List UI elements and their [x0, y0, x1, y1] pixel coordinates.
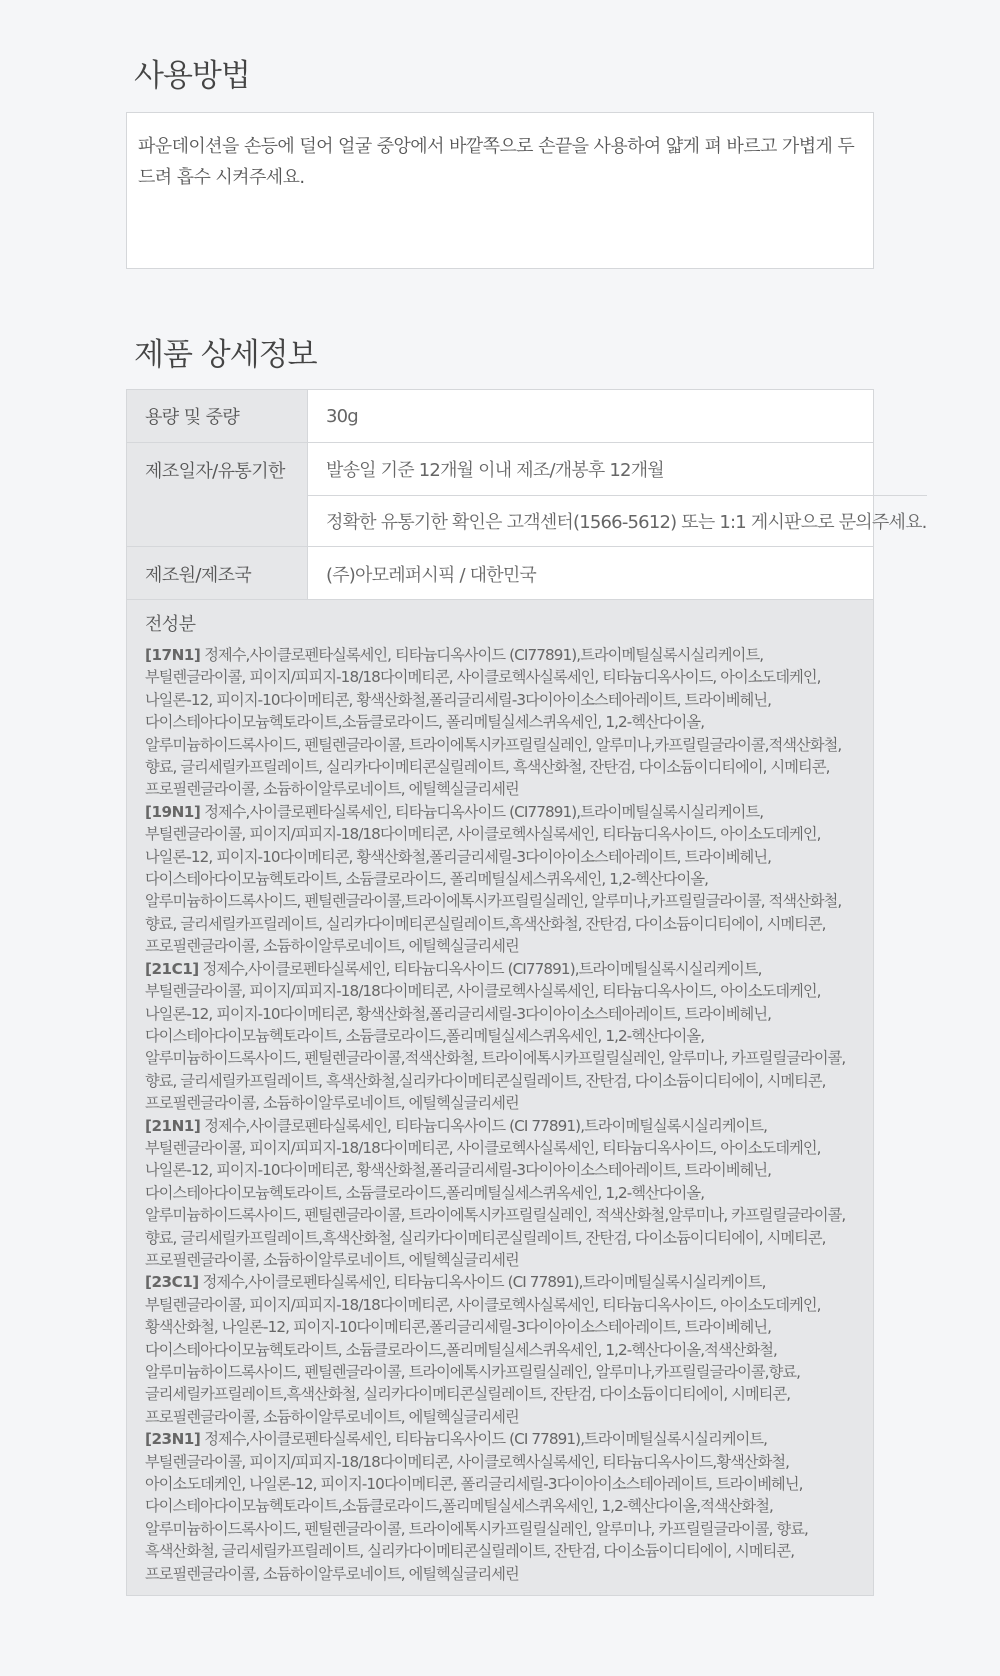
shade-code: [23N1] [145, 1430, 201, 1449]
ingredient-text: 정제수,사이클로펜타실록세인, 티타늄디옥사이드 (CI 77891),트라이메틸실록시실리케이트, 부틸렌글라이콜, 피이지/피피지-18/18다이메티콘, 사이클로헥사실록세인, 티타늄디옥사이드,황색산화철, 아이소도데케인, 나일론-12, 피이지-10다이메티콘, 폴리글리세릴-3다이아이소스테아레이트, 트라이베헤닌, 다이스테아다이모늄헥토라이트,소듐클로라이드,폴리메틸실세스퀴옥세인, 1,2-헥산다이올,적색산화철, 알루미늄하이드록사이드, 펜틸렌글라이콜, 트라이에톡시카프릴릴실레인, 알루미나, 카프릴릴글라이콜, 향료, 흑색산화철, 글리세릴카프릴레이트, 실리카다이메티콘실릴레이트, 잔탄검, 다이소듐이디티에이, 시메티콘, 프로필렌글라이콜, 소듐하이알루로네이트, 에틸헥실글리세린 [145, 1430, 808, 1583]
row-values [308, 390, 873, 442]
table-row-manufacturer-country [127, 547, 873, 600]
ingredient-list-item [145, 958, 855, 1115]
usage-section-title: 사용방법 [134, 58, 250, 94]
ingredient-list-item [145, 801, 855, 958]
usage-description-text: 파운데이션을 손등에 덜어 얼굴 중앙에서 바깥쪽으로 손끝을 사용하여 얇게 펴 바르고 가볍게 두드려 흡수 시켜주세요. [138, 136, 855, 188]
row-label: 용량 및 중량 [127, 390, 308, 442]
row-value: 30g [326, 405, 358, 427]
usage-description-box [126, 112, 874, 269]
ingredient-text: 정제수,사이클로펜타실록세인, 티타늄디옥사이드 (CI 77891),트라이메틸실록시실리케이트, 부틸렌글라이콜, 피이지/피피지-18/18다이메티콘, 사이클로헥사실록세인, 티타늄디옥사이드, 아이소도데케인,황색산화철, 나일론-12, 피이지-10다이메티콘,폴리글리세릴-3다이아이소스테아레이트, 트라이베헤닌, 다이스테아다이모늄헥토라이트, 소듐클로라이드,폴리메틸실세스퀴옥세인, 1,2-헥산다이올,적색산화철, 알루미늄하이드록사이드, 펜틸렌글라이콜, 트라이에톡시카프릴릴실레인, 알루미나,카프릴릴글라이콜,향료, 글리세릴카프릴레이트,흑색산화철, 실리카다이메티콘실릴레이트, 잔탄검, 다이소듐이디티에이, 시메티콘, 프로필렌글라이콜, 소듐하이알루로네이트, 에틸헥실글리세린 [145, 1273, 821, 1426]
ingredients-title: 전성분 [145, 614, 196, 635]
row-value: 발송일 기준 12개월 이내 제조/개봉후 12개월 [326, 460, 664, 481]
row-values [308, 547, 873, 600]
ingredients-box [126, 599, 874, 1596]
shade-code: [21C1] [145, 959, 199, 978]
product-detail-table [126, 389, 927, 601]
row-value-note: 정확한 유통기한 확인은 고객센터(1566-5612) 또는 1:1 게시판으로 문의주세요. [308, 495, 927, 546]
product-detail-section-title: 제품 상세정보 [134, 337, 317, 373]
table-row-volume [127, 390, 873, 443]
shade-code: [23C1] [145, 1273, 199, 1292]
ingredient-text: 정제수,사이클로펜타실록세인, 티타늄디옥사이드 (CI77891),트라이메틸실록시실리케이트,부틸렌글라이콜, 피이지/피피지-18/18다이메티콘, 사이클로헥사실록세인, 티타늄디옥사이드, 아이소도데케인, 나일론-12, 피이지-10다이메티콘, 황색산화철,폴리글리세릴-3다이아이소스테아레이트, 트라이베헤닌, 다이스테아다이모늄헥토라이트, 소듐클로라이드,폴리메틸실세스퀴옥세인, 1,2-헥산다이올, 알루미늄하이드록사이드, 펜틸렌글라이콜,적색산화철, 트라이에톡시카프릴릴실레인, 알루미나, 카프릴릴글라이콜, 향료, 글리세릴카프릴레이트, 흑색산화철,실리카다이메티콘실릴레이트, 잔탄검, 다이소듐이디티에이, 시메티콘, 프로필렌글라이콜, 소듐하이알루로네이트, 에틸헥실글리세린 [145, 959, 846, 1113]
shade-code: [17N1] [145, 646, 201, 664]
ingredient-list-item [145, 1271, 855, 1428]
shade-code: [21N1] [145, 1116, 201, 1135]
ingredient-text: 정제수,사이클로펜타실록세인, 티타늄디옥사이드 (CI77891),트라이메틸실록시실리케이트,부틸렌글라이콜, 피이지/피피지-18/18다이메티콘, 사이클로헥사실록세인, 티타늄디옥사이드, 아이소도데케인,나일론-12, 피이지-10다이메티콘, 황색산화철,폴리글리세릴-3다이아이소스테아레이트, 트라이베헤닌, 다이스테아다이모늄헥토라이트, 소듐클로라이드, 폴리메틸실세스퀴옥세인, 1,2-헥산다이올, 알루미늄하이드록사이드, 펜틸렌글라이콜,트라이에톡시카프릴릴실레인, 알루미나,카프릴릴글라이콜, 적색산화철, 향료, 글리세릴카프릴레이트, 실리카다이메티콘실릴레이트,흑색산화철, 잔탄검, 다이소듐이디티에이, 시메티콘, 프로필렌글라이콜, 소듐하이알루로네이트, 에틸헥실글리세린 [145, 802, 842, 956]
shade-code: [19N1] [145, 802, 201, 821]
row-values [308, 443, 927, 546]
ingredient-list-item [145, 644, 855, 801]
row-value: (주)아모레퍼시픽 / 대한민국 [326, 564, 537, 586]
ingredient-list-item [145, 1115, 855, 1272]
row-label: 제조일자/유통기한 [127, 443, 308, 546]
row-label: 제조원/제조국 [127, 547, 308, 600]
ingredient-list-item [145, 1428, 855, 1585]
ingredient-text: 정제수,사이클로펜타실록세인, 티타늄디옥사이드 (CI77891),트라이메틸실록시실리케이트, 부틸렌글라이콜, 피이지/피피지-18/18다이메티콘, 사이클로헥사실록세인, 티타늄디옥사이드, 아이소도데케인, 나일론-12, 피이지-10다이메티콘, 황색산화철,폴리글리세릴-3다이아이소스테아레이트, 트라이베헤닌, 다이스테아다이모늄헥토라이트,소듐클로라이드, 폴리메틸실세스퀴옥세인, 1,2-헥산다이올, 알루미늄하이드록사이드, 펜틸렌글라이콜, 트라이에톡시카프릴릴실레인, 알루미나,카프릴릴글라이콜,적색산화철, 향료, 글리세릴카프릴레이트, 실리카다이메티콘실릴레이트, 흑색산화철, 잔탄검, 다이소듐이디티에이, 시메티콘, 프로필렌글라이콜, 소듐하이알루로네이트, 에틸헥실글리세린 [145, 646, 842, 799]
table-row-manufacture-expiry [127, 443, 927, 547]
ingredient-text: 정제수,사이클로펜타실록세인, 티타늄디옥사이드 (CI 77891),트라이메틸실록시실리케이트, 부틸렌글라이콜, 피이지/피피지-18/18다이메티콘, 사이클로헥사실록세인, 티타늄디옥사이드, 아이소도데케인, 나일론-12, 피이지-10다이메티콘, 황색산화철,폴리글리세릴-3다이아이소스테아레이트, 트라이베헤닌, 다이스테아다이모늄헥토라이트, 소듐클로라이드,폴리메틸실세스퀴옥세인, 1,2-헥산다이올, 알루미늄하이드록사이드, 펜틸렌글라이콜, 트라이에톡시카프릴릴실레인, 적색산화철,알루미나, 카프릴릴글라이콜, 향료, 글리세릴카프릴레이트,흑색산화철, 실리카다이메티콘실릴레이트, 잔탄검, 다이소듐이디티에이, 시메티콘, 프로필렌글라이콜, 소듐하이알루로네이트, 에틸헥실글리세린 [145, 1116, 846, 1269]
